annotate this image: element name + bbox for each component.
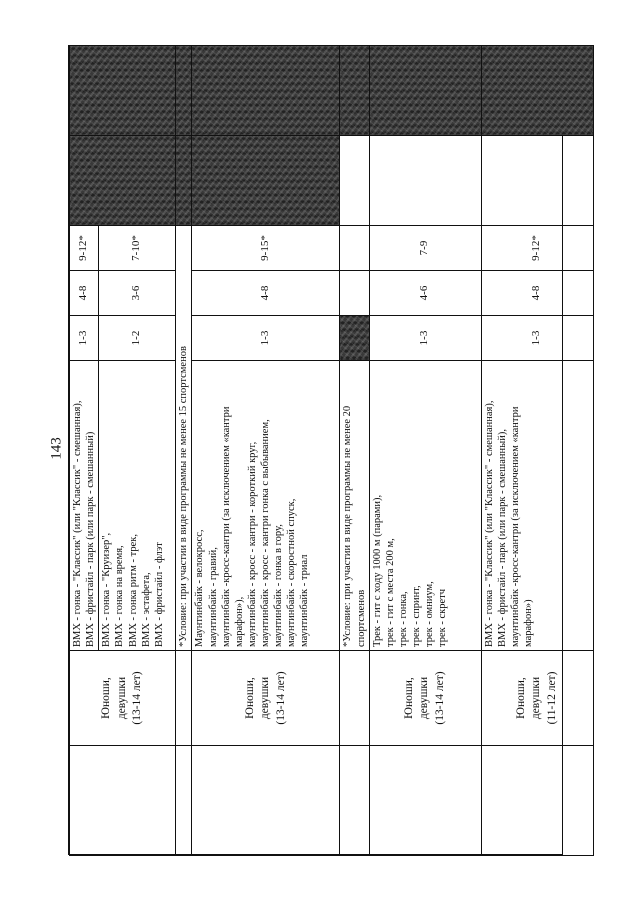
results-table [69,45,594,856]
program-item: маунтинбайк - скоростной спуск, [286,498,298,647]
program-item: BMX - фристайл - флэт [153,542,165,647]
group-label: (13-14 лет) [274,671,287,725]
group-label: Юноши, [514,677,527,719]
places-cell: 7-10* [99,226,176,271]
program-item: маунтинбайк - гонка в гору, [273,524,285,647]
empty-cell [70,746,176,856]
document-table-frame [68,45,563,855]
empty-cell [340,746,369,856]
age-group-cell [192,651,340,746]
program-item: BMX - гонка ритм - трек, [127,533,139,647]
places-cell: 4-8 [481,271,593,316]
age-group-cell [70,651,176,746]
empty-cell [340,136,369,226]
program-item: маунтинбайк - гравий, [207,547,219,647]
places-cell: 1-3 [369,316,481,361]
program-item: маунтинбайк - кросс - кантри гонка с выбыванием, [260,419,271,647]
shaded-cell [340,316,369,361]
program-item: BMX - гонка - "Классик" (или "Классик" - смешанная), [72,400,83,647]
shaded-cell [70,46,176,136]
places-cell: 9-12* [70,226,99,271]
group-label: девушки [530,676,543,720]
empty-cell [192,746,340,856]
shaded-cell [192,46,340,136]
age-group-cell [481,651,593,746]
program-item: BMX - эстафета, [140,572,152,647]
program-item: трек - спринт, [411,585,422,647]
places-cell: 3-6 [99,271,176,316]
program-item: трек - гит с места 200 м, [384,538,396,647]
group-label: Юноши, [402,677,415,719]
shaded-cell [176,136,192,226]
program-item: BMX - гонка на время, [114,545,126,647]
places-cell: 7-9 [369,226,481,271]
places-cell: 1-2 [99,316,176,361]
empty-cell [340,651,369,746]
places-cell: 4-8 [192,271,340,316]
table-row [369,46,481,856]
program-item: маунтинбайк - триал [299,554,311,647]
places-cell: 1-3 [481,316,593,361]
group-label: Юноши, [243,677,256,719]
program-cell [192,361,340,651]
shaded-cell [340,46,369,136]
program-item: BMX - гонка - "Круизер", [101,532,113,647]
empty-cell [369,136,481,226]
program-cell [99,361,176,651]
shaded-cell [369,46,481,136]
age-group-cell [369,651,481,746]
group-label: Юноши, [100,677,113,719]
empty-cell [176,651,192,746]
condition-note: *Условие: при участии в виде программы не менее 20 спортсменов [340,361,369,651]
condition-note: *Условие: при участии в виде программы не менее 15 спортсменов [176,226,192,651]
rotated-table-container [69,46,564,856]
group-label: девушки [259,676,272,720]
empty-cell [369,746,481,856]
places-cell: 4-6 [369,271,481,316]
shaded-cell [481,46,593,136]
shaded-cell [192,136,340,226]
places-cell: 9-15* [192,226,340,271]
empty-cell [481,136,593,226]
program-item: маунтинбайк - кросс - кантри - короткий круг, [246,441,258,647]
places-cell: 9-12* [481,226,593,271]
places-cell: 1-3 [192,316,340,361]
shaded-cell [70,136,176,226]
page-number: 143 [48,437,65,460]
places-cell: 4-8 [70,271,99,316]
group-label: (13-14 лет) [131,671,144,725]
empty-cell [176,746,192,856]
program-item: трек - омниум, [424,581,436,647]
program-item: трек - гонка, [397,591,409,647]
program-item: BMX - фристайл - парк (или парк - смешанный), [496,429,508,647]
condition-row [340,46,369,856]
empty-cell [340,226,369,271]
places-cell: 1-3 [70,316,99,361]
group-label: (13-14 лет) [433,671,446,725]
program-item: трек - скретч [437,588,449,647]
table-row [192,46,340,856]
empty-cell [340,271,369,316]
program-item: маунтинбайк -кросс-кантри (за исключением «кантри марафон»), [220,406,245,647]
program-cell [481,361,593,651]
group-label: девушки [115,676,128,720]
table-row [70,46,99,856]
shaded-cell [176,46,192,136]
empty-cell [481,746,593,856]
program-item: Маунтинбайк - велокросс, [194,529,206,647]
program-item: Трек - гит с ходу 1000 м (парами), [371,494,383,647]
program-cell [369,361,481,651]
program-item: BMX - фристайл - парк (или парк - смешанный) [85,431,97,647]
program-cell [70,361,99,651]
condition-row [176,46,192,856]
group-label: девушки [418,676,431,720]
program-item: маунтинбайк -кросс-кантри (за исключением «кантри марафон») [509,406,534,647]
group-label: (11-12 лет) [545,671,558,725]
program-item: BMX - гонка - "Классик" (или "Классик" - смешанная), [483,400,495,647]
table-row [481,46,593,856]
